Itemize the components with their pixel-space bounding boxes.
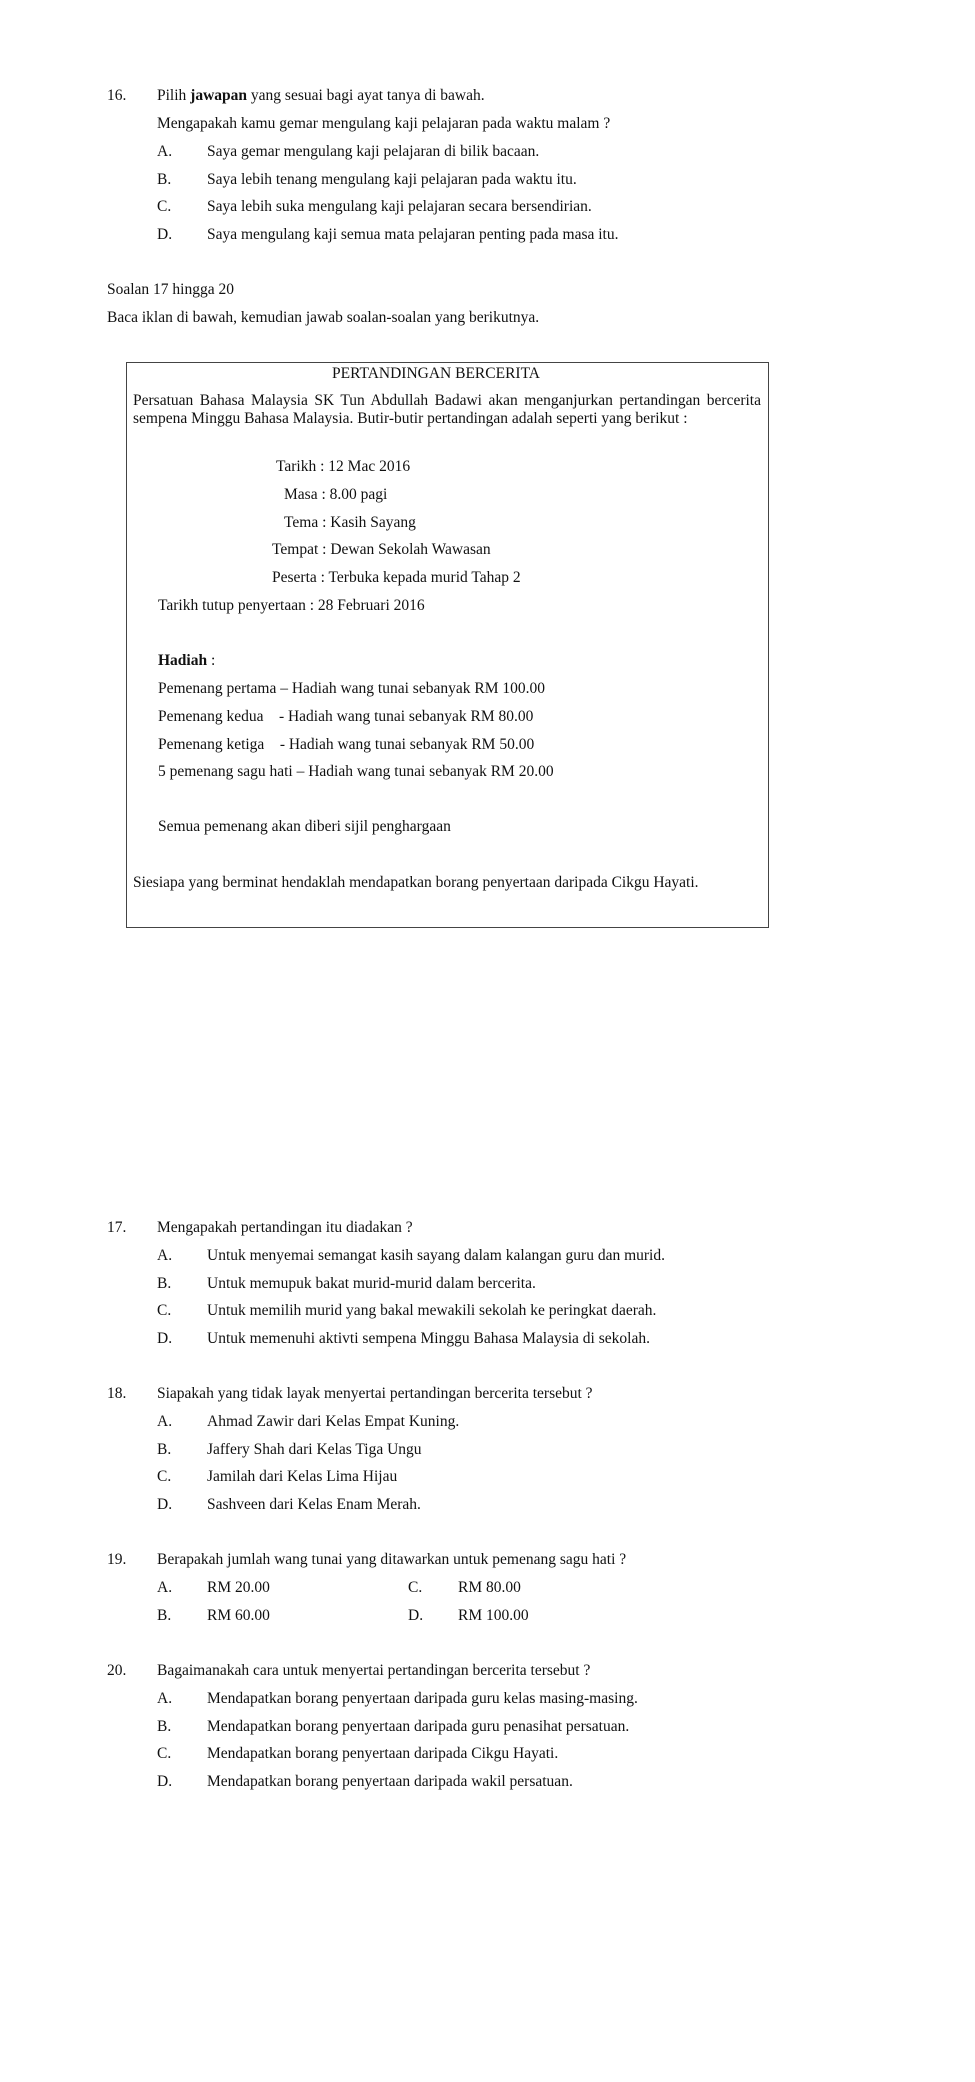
q20-option-text: Mendapatkan borang penyertaan daripada guru kelas masing-masing. — [207, 1690, 638, 1707]
ad-intro: Persatuan Bahasa Malaysia SK Tun Abdullah Badawi akan menganjurkan pertandingan bercerita sempena Minggu Bahasa Malaysia. Butir-butir pertandingan adalah seperti yang berikut : — [133, 392, 761, 427]
q16-option-letter: B. — [157, 171, 172, 188]
ad-detail-date: Tarikh : 12 Mac 2016 — [276, 458, 411, 475]
q20-option-text: Mendapatkan borang penyertaan daripada wakil persatuan. — [207, 1773, 573, 1790]
ad-prize-item: Pemenang ketiga - Hadiah wang tunai sebanyak RM 50.00 — [158, 736, 535, 753]
q17-option-text: Untuk memupuk bakat murid-murid dalam bercerita. — [207, 1275, 536, 1292]
q18-option-letter: A. — [157, 1413, 173, 1430]
ad-prize-heading — [158, 651, 215, 671]
q16-option-letter: D. — [157, 226, 173, 243]
q20-option-letter: A. — [157, 1690, 173, 1707]
q20-option-letter: C. — [157, 1745, 172, 1762]
q17-option-text: Untuk memilih murid yang bakal mewakili sekolah ke peringkat daerah. — [207, 1302, 657, 1319]
q17-number: 17. — [107, 1219, 127, 1236]
q17-option-letter: D. — [157, 1330, 173, 1347]
ad-detail-time: Masa : 8.00 pagi — [284, 486, 388, 503]
q18-question: Siapakah yang tidak layak menyertai pertandingan bercerita tersebut ? — [157, 1385, 593, 1402]
q16-option-text: Saya mengulang kaji semua mata pelajaran penting pada masa itu. — [207, 226, 619, 243]
q18-option-letter: C. — [157, 1468, 172, 1485]
q16-option-letter: C. — [157, 198, 172, 215]
q16-option-text: Saya gemar mengulang kaji pelajaran di bilik bacaan. — [207, 143, 540, 160]
q16-option-text: Saya lebih suka mengulang kaji pelajaran secara bersendirian. — [207, 198, 592, 215]
section-heading: Soalan 17 hingga 20 — [107, 281, 234, 298]
q16-prompt — [157, 86, 485, 106]
q19-option-text: RM 80.00 — [458, 1579, 521, 1596]
q17-option-letter: C. — [157, 1302, 172, 1319]
q17-option-text: Untuk memenuhi aktivti sempena Minggu Bahasa Malaysia di sekolah. — [207, 1330, 650, 1347]
q19-option-letter: B. — [157, 1607, 172, 1624]
q16-question: Mengapakah kamu gemar mengulang kaji pelajaran pada waktu malam ? — [157, 115, 611, 132]
q19-option-text: RM 100.00 — [458, 1607, 529, 1624]
q19-option-text: RM 20.00 — [207, 1579, 270, 1596]
q18-option-text: Jamilah dari Kelas Lima Hijau — [207, 1468, 398, 1485]
q20-question: Bagaimanakah cara untuk menyertai pertandingan bercerita tersebut ? — [157, 1662, 591, 1679]
q16-number: 16. — [107, 87, 127, 104]
q17-option-text: Untuk menyemai semangat kasih sayang dalam kalangan guru dan murid. — [207, 1247, 665, 1264]
q20-option-text: Mendapatkan borang penyertaan daripada Cikgu Hayati. — [207, 1745, 559, 1762]
q20-number: 20. — [107, 1662, 127, 1679]
ad-detail-theme: Tema : Kasih Sayang — [284, 514, 416, 531]
q19-question: Berapakah jumlah wang tunai yang ditawarkan untuk pemenang sagu hati ? — [157, 1551, 627, 1568]
q20-option-text: Mendapatkan borang penyertaan daripada guru penasihat persatuan. — [207, 1718, 630, 1735]
advertisement-box — [126, 362, 769, 928]
q16-prompt-pre: Pilih — [157, 87, 191, 104]
q20-option-letter: B. — [157, 1718, 172, 1735]
q19-option-letter: A. — [157, 1579, 173, 1596]
ad-closing-note: Siesiapa yang berminat hendaklah mendapatkan borang penyertaan daripada Cikgu Hayati. — [133, 874, 699, 891]
ad-prize-item: Pemenang kedua - Hadiah wang tunai sebanyak RM 80.00 — [158, 708, 534, 725]
ad-prize-heading-bold: Hadiah — [158, 652, 208, 669]
q18-number: 18. — [107, 1385, 127, 1402]
q19-option-letter: D. — [408, 1607, 424, 1624]
q18-option-letter: D. — [157, 1496, 173, 1513]
section-instruction: Baca iklan di bawah, kemudian jawab soalan-soalan yang berikutnya. — [107, 309, 540, 326]
q19-option-text: RM 60.00 — [207, 1607, 270, 1624]
q16-option-text: Saya lebih tenang mengulang kaji pelajaran pada waktu itu. — [207, 171, 577, 188]
q18-option-text: Jaffery Shah dari Kelas Tiga Ungu — [207, 1441, 422, 1458]
ad-title: PERTANDINGAN BERCERITA — [332, 365, 540, 382]
q18-option-text: Ahmad Zawir dari Kelas Empat Kuning. — [207, 1413, 460, 1430]
q16-option-letter: A. — [157, 143, 173, 160]
ad-detail-participants: Peserta : Terbuka kepada murid Tahap 2 — [272, 569, 521, 586]
ad-prize-heading-colon: : — [207, 652, 216, 669]
q18-option-text: Sashveen dari Kelas Enam Merah. — [207, 1496, 421, 1513]
q20-option-letter: D. — [157, 1773, 173, 1790]
q19-number: 19. — [107, 1551, 127, 1568]
q19-option-letter: C. — [408, 1579, 423, 1596]
ad-detail-venue: Tempat : Dewan Sekolah Wawasan — [272, 541, 491, 558]
ad-prize-item: Pemenang pertama – Hadiah wang tunai sebanyak RM 100.00 — [158, 680, 545, 697]
q17-option-letter: A. — [157, 1247, 173, 1264]
q17-question: Mengapakah pertandingan itu diadakan ? — [157, 1219, 413, 1236]
q16-prompt-bold: jawapan — [190, 87, 248, 104]
q18-option-letter: B. — [157, 1441, 172, 1458]
q17-option-letter: B. — [157, 1275, 172, 1292]
q16-prompt-post: yang sesuai bagi ayat tanya di bawah. — [247, 87, 485, 104]
ad-detail-closing-date: Tarikh tutup penyertaan : 28 Februari 2016 — [158, 597, 425, 614]
ad-prize-item: 5 pemenang sagu hati – Hadiah wang tunai sebanyak RM 20.00 — [158, 763, 554, 780]
ad-certificate-note: Semua pemenang akan diberi sijil penghargaan — [158, 818, 451, 835]
